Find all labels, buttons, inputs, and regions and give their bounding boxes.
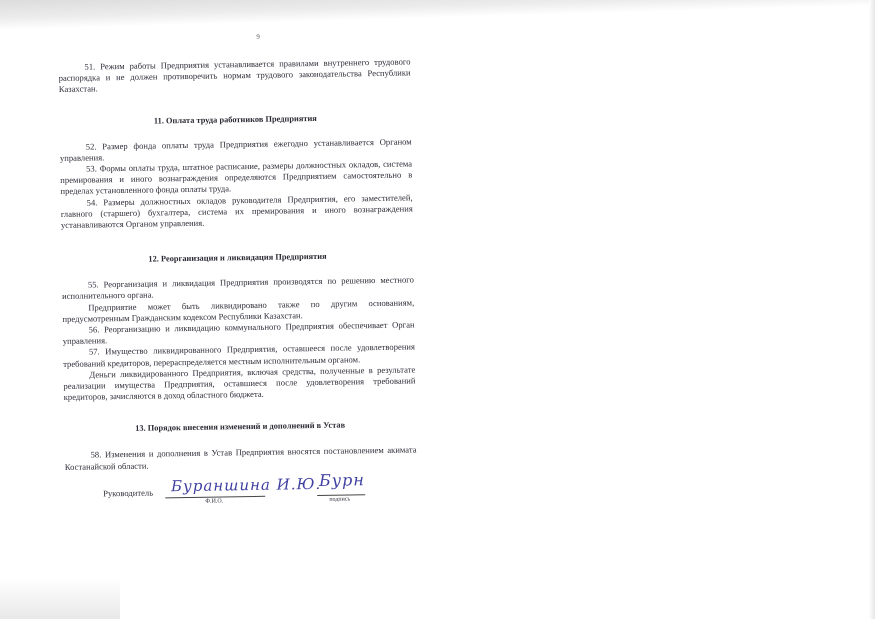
signatory-label: Руководитель bbox=[103, 487, 154, 499]
fio-caption: Ф.И.О. bbox=[205, 498, 224, 505]
document-content bbox=[58, 30, 417, 510]
signature-block bbox=[65, 470, 417, 511]
paragraph-56: 56. Реорганизацию и ликвидацию коммунального Предприятия обеспечивает Орган управления. bbox=[62, 319, 415, 347]
section-heading-12: 12. Реорганизация и ликвидация Предприятия bbox=[148, 252, 327, 264]
handwritten-name: Бураншина И.Ю. bbox=[170, 474, 322, 496]
paragraph-51: 51. Режим работы Предприятия устанавливается правилами внутреннего трудового распорядка и не должен противоречить нормам трудового законодательства Республики Казахстан. bbox=[58, 56, 411, 95]
paragraph-52: 52. Размер фонда оплаты труда Предприятия ежегодно устанавливается Органом управления. bbox=[59, 136, 412, 163]
handwritten-signature: Бурн bbox=[318, 470, 365, 490]
paragraph-53: 53. Формы оплаты труда, штатное расписание, размеры должностных окладов, система премирования и иного вознаграждения определяются Предприятием самостоятельно в пределах установленного фонда оплаты труда. bbox=[60, 158, 413, 197]
signature-caption: подпись bbox=[329, 496, 351, 503]
paragraph-55: 55. Реорганизация и ликвидация Предприятия производятся по решению местного исполнительного органа. bbox=[62, 274, 414, 302]
paragraph-57-continued: Деньги ликвидированного Предприятия, включая средства, полученные в результате реализации имущества Предприятия, оставшиеся после удовлетворения требований кредиторов, зачисляются в доход областного бюджета. bbox=[63, 364, 416, 403]
page-number: 9 bbox=[256, 32, 260, 41]
paragraph-54: 54. Размеры должностных окладов руководителя Предприятия, его заместителей, главного (старшего) бухгалтера, система их премирования и иного вознаграждения устанавливаются Органом управления. bbox=[60, 192, 413, 231]
scan-edge-right bbox=[869, 0, 875, 619]
section-heading-13: 13. Порядок внесения изменений и дополнений в Устав bbox=[135, 421, 346, 434]
section-heading-11: 11. Оплата труда работников Предприятия bbox=[153, 113, 317, 126]
paragraph-57: 57. Имущество ликвидированного Предприятия, оставшееся после удовлетворения требований кредиторов, перераспределяется местным исполнительным органом. bbox=[63, 341, 416, 369]
scan-edge-bottom bbox=[0, 579, 120, 619]
paragraph-58: 58. Изменения и дополнения в Устав Предприятия вносятся постановлением акимата Костанайской области. bbox=[64, 444, 417, 472]
paragraph-55-continued: Предприятие может быть ликвидировано также по другим основаниям, предусмотренным Гражданским кодексом Республики Казахстан. bbox=[62, 297, 415, 324]
